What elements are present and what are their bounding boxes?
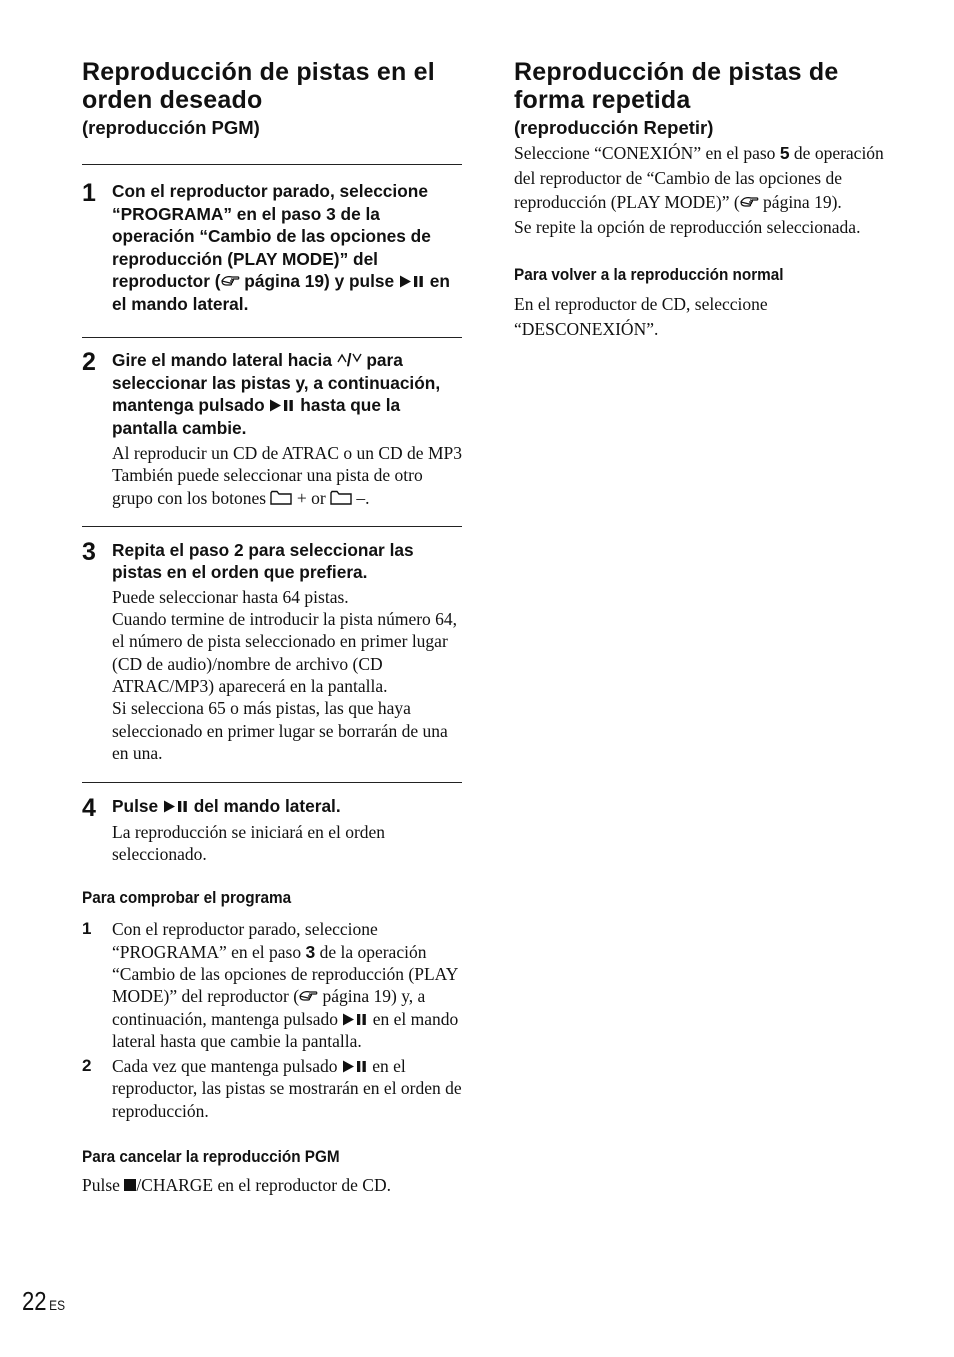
- play-pause-icon: [269, 399, 295, 412]
- play-pause-icon: [342, 1060, 368, 1073]
- item-number: 2: [82, 1056, 92, 1076]
- step-4-note: La reproducción se iniciará en el orden seleccionado.: [112, 821, 386, 865]
- left-column: [82, 58, 462, 1198]
- stop-icon: [124, 1179, 136, 1191]
- page-language: ES: [49, 1297, 66, 1313]
- normal-playback-text: En el reproductor de CD, seleccione “DESCONEXIÓN”.: [514, 294, 768, 339]
- reference-pointer-icon: [221, 274, 240, 289]
- cancel-pgm-heading: Para cancelar la reproducción PGM: [82, 1147, 340, 1167]
- divider: [82, 337, 462, 338]
- step-2-note: Al reproducir un CD de ATRAC o un CD de MP3 También puede seleccionar una pista de otro grupo con los botones + or –.: [112, 443, 462, 508]
- step-2: [82, 349, 462, 509]
- play-pause-icon: [163, 800, 189, 813]
- repeat-text: Seleccione “CONEXIÓN” en el paso 5 de operación del reproductor de “Cambio de las opciones de reproducción (PLAY MODE)” ( página 19). Se repite la opción de reproducción seleccionada.: [514, 143, 884, 237]
- section-subtitle-pgm: (reproducción PGM): [82, 117, 260, 138]
- step-number: 3: [82, 537, 96, 566]
- section-title-pgm: Reproducción de pistas en el orden deseado: [82, 58, 435, 114]
- play-pause-icon: [399, 275, 425, 288]
- page-number: 22 ES: [22, 1286, 66, 1316]
- step-number: 2: [82, 348, 96, 376]
- caret-down-icon: [352, 353, 362, 363]
- caret-up-icon: [337, 353, 347, 363]
- item-number: 1: [82, 919, 92, 939]
- step-4-instruction: Pulse del mando lateral.: [112, 796, 341, 817]
- right-column: [514, 58, 894, 342]
- divider: [82, 526, 462, 527]
- folder-icon: [330, 490, 352, 505]
- step-4: [82, 795, 462, 865]
- section-title-repeat: Reproducción de pistas de forma repetida: [514, 58, 839, 114]
- cancel-pgm-text: Pulse /CHARGE en el reproductor de CD.: [82, 1175, 391, 1196]
- section-subtitle-repeat: (reproducción Repetir): [514, 117, 714, 138]
- step-3-note: Puede seleccionar hasta 64 pistas. Cuando termine de introducir la pista número 64, el número de pista seleccionado en primer lugar (CD de audio)/nombre de archivo (CD ATRAC/MP3) aparecerá en la pantalla. Si selecciona 65 o más pistas, las que haya seleccionado en primer lugar se borrarán de una en una.: [112, 586, 458, 763]
- check-item-1: 1 Con el reproductor parado, seleccione “PROGRAMA” en el paso 3 de la operación “Cambio de las opciones de reproducción (PLAY MODE)” del reproductor ( página 19) y, a continuación, mantenga pulsado en el mando lateral hasta que cambie la pantalla.: [82, 919, 459, 1051]
- step-3-instruction: Repita el paso 2 para seleccionar las pistas en el orden que prefiera.: [112, 539, 414, 583]
- divider: [82, 164, 462, 165]
- reference-pointer-icon: [740, 195, 759, 210]
- check-item-2: 2 Cada vez que mantenga pulsado en el reproductor, las pistas se mostrarán en el orden de reproducción.: [82, 1056, 462, 1121]
- reference-pointer-icon: [299, 989, 318, 1004]
- normal-playback-heading: Para volver a la reproducción normal: [514, 265, 784, 285]
- folder-icon: [270, 490, 292, 505]
- step-1: [82, 180, 462, 315]
- play-pause-icon: [342, 1013, 368, 1026]
- divider: [82, 782, 462, 783]
- step-number: 1: [82, 179, 96, 207]
- step-number: 4: [82, 794, 96, 823]
- step-3: [82, 539, 462, 764]
- check-program-heading: Para comprobar el programa: [82, 888, 292, 908]
- step-2-instruction: Gire el mando lateral hacia / para seleccionar las pistas y, a continuación, mantenga pulsado hasta que la pantalla cambie.: [112, 350, 441, 438]
- step-1-instruction: Con el reproductor parado, seleccione “PROGRAMA” en el paso 3 de la operación “Cambio de las opciones de reproducción (PLAY MODE)” del reproductor ( página 19) y pulse en el mando lateral.: [112, 181, 450, 314]
